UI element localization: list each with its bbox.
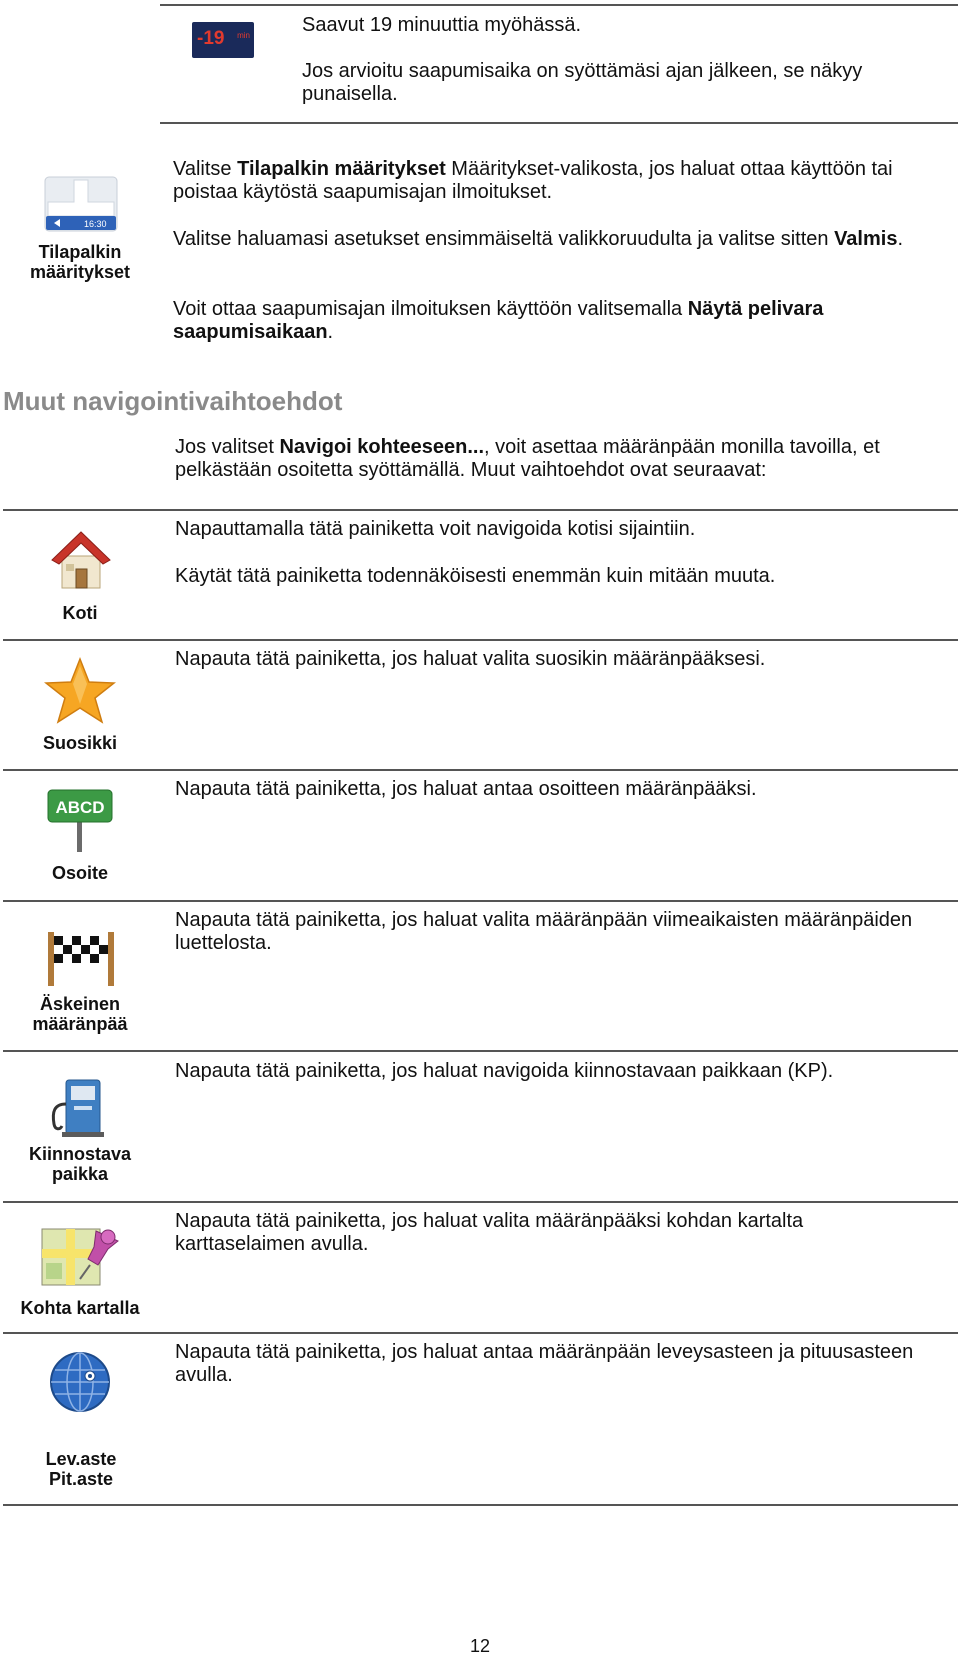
option-rule-home bbox=[3, 509, 958, 511]
option-label-poi: Kiinnostava paikka bbox=[28, 1144, 132, 1184]
option-rule-poi bbox=[3, 1050, 958, 1052]
home-icon bbox=[48, 526, 114, 597]
option-label-recent: Äskeinen määränpää bbox=[32, 994, 128, 1034]
svg-text:16:30: 16:30 bbox=[84, 219, 107, 229]
option-label-map: Kohta kartalla bbox=[20, 1298, 140, 1318]
option-text-home-2: Käytät tätä painiketta todennäköisesti enemmän kuin mitään muuta. bbox=[175, 565, 776, 587]
globe-icon bbox=[48, 1350, 112, 1419]
option-text-favourite: Napauta tätä painiketta, jos haluat valita suosikin määränpääksesi. bbox=[175, 648, 766, 670]
arrival-bottom-rule bbox=[160, 122, 958, 124]
arrival-line-1: Saavut 19 minuuttia myöhässä. bbox=[302, 14, 582, 36]
option-text-recent: Napauta tätä painiketta, jos haluat valita määränpään viimeaikaisten määränpäiden luettelosta. bbox=[175, 909, 913, 954]
option-text-map: Napauta tätä painiketta, jos haluat valita määränpääksi kohdan kartalta karttaselaimen avulla. bbox=[175, 1210, 804, 1255]
svg-text:ABCD: ABCD bbox=[55, 798, 105, 817]
checkered-flag-icon bbox=[46, 928, 116, 993]
option-rule-latlong bbox=[3, 1332, 958, 1334]
option-text-latlong: Napauta tätä painiketta, jos haluat antaa määränpään leveysasteen ja pituusasteen avulla. bbox=[175, 1341, 914, 1386]
page-number: 12 bbox=[469, 1636, 491, 1656]
option-rule-favourite bbox=[3, 639, 958, 641]
section-heading: Muut navigointivaihtoehdot bbox=[3, 386, 343, 416]
delay-badge-icon: -19 min bbox=[192, 22, 254, 58]
status-bar-settings-paragraph-3: Voit ottaa saapumisajan ilmoituksen käyttöön valitsemalla Näytä pelivara saapumisaikaan. bbox=[173, 298, 824, 343]
option-label-favourite: Suosikki bbox=[42, 733, 118, 753]
option-text-home-1: Napauttamalla tätä painiketta voit navigoida kotisi sijaintiin. bbox=[175, 518, 696, 540]
option-text-address: Napauta tätä painiketta, jos haluat antaa osoitteen määränpääksi. bbox=[175, 778, 757, 800]
arrival-line-2: Jos arvioitu saapumisaika on syöttämäsi ajan jälkeen, se näkyy punaisella. bbox=[302, 60, 863, 105]
status-bar-settings-paragraph-2: Valitse haluamasi asetukset ensimmäiseltä valikkoruudulta ja valitse sitten Valmis. bbox=[173, 228, 904, 250]
status-bar-settings-label: Tilapalkin määritykset bbox=[29, 242, 131, 282]
fuel-pump-icon bbox=[48, 1076, 112, 1143]
address-sign-icon bbox=[46, 786, 114, 859]
map-pin-icon bbox=[40, 1225, 130, 1296]
option-label-home: Koti bbox=[62, 603, 98, 623]
option-rule-address bbox=[3, 769, 958, 771]
star-icon bbox=[44, 656, 116, 731]
status-bar-settings-paragraph-1: Valitse Tilapalkin määritykset Määritykset-valikosta, jos haluat ottaa käyttöön tai poistaa käytöstä saapumisajan ilmoitukset. bbox=[173, 158, 893, 203]
status-bar-settings-icon bbox=[44, 176, 118, 237]
top-rule bbox=[160, 4, 958, 6]
option-rule-map bbox=[3, 1201, 958, 1203]
option-text-poi: Napauta tätä painiketta, jos haluat navigoida kiinnostavaan paikkaan (KP). bbox=[175, 1060, 834, 1082]
bottom-rule bbox=[3, 1504, 958, 1506]
option-label-address: Osoite bbox=[51, 863, 108, 883]
option-label-latlong: Lev.aste Pit.aste bbox=[45, 1449, 117, 1489]
option-rule-recent bbox=[3, 900, 958, 902]
section-intro: Jos valitset Navigoi kohteeseen..., voit asettaa määränpään monilla tavoilla, et pelkästään osoitetta syöttämällä. Muut vaihtoehdot ovat seuraavat: bbox=[175, 436, 880, 481]
